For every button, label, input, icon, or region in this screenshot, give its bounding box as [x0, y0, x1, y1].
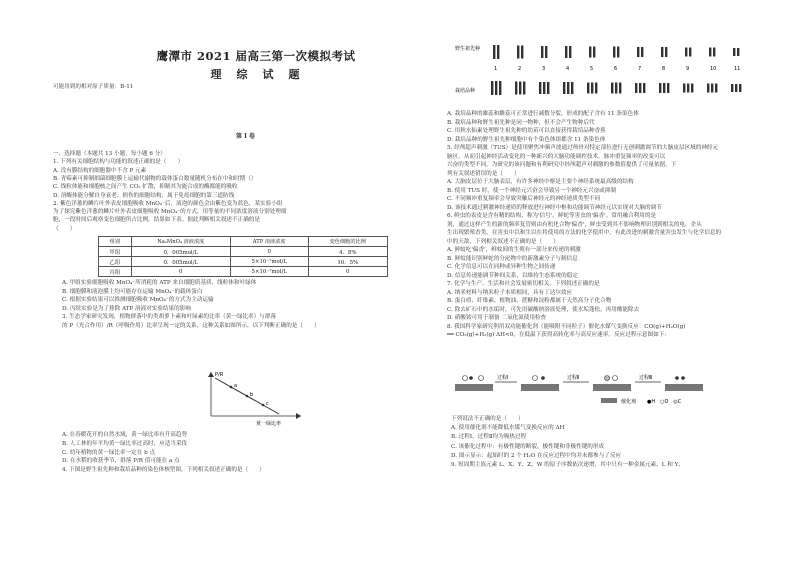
catalyst-bar: [455, 384, 493, 391]
cultivated-chromosome: [683, 84, 685, 93]
cultivated-chromosome: [543, 82, 545, 94]
question-line: B. 青霉素可抑制细菌细胞膜上运输代谢物的载体蛋白数量随机分布在中和时期（）: [53, 175, 257, 182]
hydrogen-atom: [541, 376, 545, 380]
cultivated-chromosome: [567, 82, 569, 94]
arrow-up-icon: [208, 372, 214, 377]
cultivated-chromosome: [643, 83, 645, 93]
chromosome-number: 4: [566, 66, 570, 72]
table-header-cell: Na₂MnO₄ 溶液浓度: [131, 237, 230, 247]
cultivated-chromosome: [515, 82, 517, 95]
graph-point: [230, 386, 233, 389]
chromosome-number: 3: [542, 66, 546, 72]
graph-point: [246, 395, 249, 398]
graph-point: [262, 404, 265, 407]
process-label: 过程Ⅱ: [567, 375, 580, 381]
process-label: 过程Ⅰ: [497, 375, 509, 381]
question-line: 5. 经颅超声刺激（TUS）是使用聚焦冲频声波通过颅骨对特定部位进行无创刺激调节的大脑皮层区域的神经元: [447, 145, 719, 151]
question-line: （ ）: [53, 225, 76, 232]
question-line: 2. 紫色洋葱的鳞片叶外表皮细胞吸收 MnO₄⁻后，液泡的颜色会由紫色变为蓝色，某实验小组: [53, 200, 283, 207]
cultivated-chromosome: [715, 84, 717, 93]
question-line: C. 除去矿石中的水垢时，可先用碳酸钠溶液处理，使水垢蓬松，再用酸能除去: [447, 306, 640, 313]
question-line: 兴奋的类型不同，为研究的该问题和有利研究中经颅超声对刺激的参数值提供了可量依据。下: [447, 162, 677, 168]
karyotype-figure: [455, 36, 775, 106]
cultivated-chromosome: [735, 84, 737, 92]
question-line: B. 使用 TUS 时，使一个神经元兴奋会导致另一个神经元兴奋或抑制: [447, 187, 616, 194]
catalyst-bar: [521, 384, 559, 391]
question-line: 6. 鲜虫的表皮是含有精的结构，称为'信号'。鲜蛇等害虫的'偏香'。常用融合利用的是: [447, 213, 657, 219]
question-line: D. 图示显示：起始时的 2 个 H₂O 在反应过程中均并未都参与了反应: [451, 452, 622, 459]
graph-point-label: a: [234, 383, 238, 389]
wild-chromosome: [521, 46, 523, 59]
question-line: D. 硝酸铵可用于制备 二氧化氮使用检查: [447, 315, 547, 321]
atom-legend-label: ●H ○O ◎C: [647, 399, 682, 405]
oxygen-atom: [479, 376, 484, 381]
question-line: 8. 我国科学家研究利用双功能催化剂（能吸附不同粒子）催化水煤气变换反应：CO(g)+H₂O(g): [447, 323, 686, 330]
question-line: 剂，通过这样产生的新的频率复管则由有机化合物'偏香'，鲜虫受到其不影响物理识别到相关的电，企从: [447, 221, 702, 228]
oxygen-atom: [613, 376, 618, 381]
cultivated-chromosome: [523, 82, 525, 95]
arrow-right-icon: [296, 413, 301, 419]
table-cell: 5×10⁻⁷mol/L: [230, 267, 308, 277]
wild-chromosome: [589, 47, 591, 58]
chromosome-number: 5: [590, 66, 594, 72]
question-line: C. 化学信息可以在同种或异种生物之间传递: [447, 264, 556, 270]
wild-chromosome: [641, 47, 643, 57]
hydrogen-atom: [681, 376, 685, 380]
wild-chromosome: [493, 45, 495, 59]
graph-x-label: 黄一绿比率: [256, 421, 282, 427]
cultivated-chromosome: [519, 82, 521, 95]
question-line: A. 纳米材料与纳米粒子本质相同，具有丁达尔效应: [447, 289, 573, 296]
question-line: B. 人工林的年平均黄一绿比率过高时，应适当采伐: [62, 440, 188, 447]
cultivated-chromosome: [619, 83, 621, 94]
graph-point-label: c: [266, 401, 269, 407]
result-table: [98, 236, 388, 277]
chromosome-number: 10: [710, 66, 717, 72]
cultivated-label: 栽培品种: [455, 88, 476, 94]
wild-chromosome: [565, 46, 567, 58]
wild-chromosome: [737, 48, 739, 56]
question-line: A. 大脑皮层位于大脑表层，有许多神经中枢是主要个神经系统最高级的结构: [447, 179, 634, 185]
question-line: D. 信息传递能调节种间关系，以维持生态系统的稳定: [447, 272, 578, 279]
graph-point-label: b: [250, 392, 254, 398]
wild-chromosome: [545, 46, 547, 58]
cultivated-chromosome: [547, 82, 549, 94]
cultivated-chromosome: [491, 81, 493, 95]
table-cell: 0: [308, 267, 388, 277]
cultivated-chromosome: [587, 83, 589, 94]
question-line: B. 细胞膜和液泡膜上均可能存在运输 MnO₄⁻的载体蛋白: [62, 288, 203, 295]
section-heading: 第 I 卷: [236, 133, 255, 140]
question-line: D. 溶酶体能分解自身衰老、损伤的细胞结构，属于免疫细胞的第三道防线: [53, 192, 235, 199]
table-header-row: [99, 237, 388, 247]
wild-chromosome: [593, 47, 595, 58]
table-cell: 10．5%: [308, 257, 388, 267]
table-cell: 0．005mol/L: [131, 257, 230, 267]
chromosome-number: 8: [662, 66, 666, 72]
question-line: 列有关叙述错误的是（ ）: [447, 170, 520, 177]
question-line: 中的天敌，下列相关叙述不正确的是（ ）: [447, 238, 559, 245]
question-line: 生出现繁殖香类，在害虫中以和生以在将使用的方法的化学使用中，有此改进的刺激含量害虫发生与化学信息的: [447, 230, 722, 236]
cultivated-chromosome: [615, 83, 617, 94]
catalyst-bar: [665, 384, 703, 391]
chromosome-number: 7: [638, 66, 642, 72]
cultivated-chromosome: [667, 83, 669, 93]
wild-chromosome: [661, 47, 663, 57]
question-line: ══ CO₂(g)+H₂(g) ΔH<0，在低温下获得高转化率与高反应速率。反应过程示意图如下：: [447, 332, 670, 338]
cultivated-chromosome: [595, 83, 597, 94]
table-row: [99, 257, 388, 267]
question-line: C. 线粒体能和细胞核之间产生 CO₂ 扩散，抑制其为能合成的酶都能的吸收: [53, 184, 238, 191]
wild-ancestor-label: 野生祖先种: [455, 46, 481, 52]
table-header-cell: 组别: [99, 237, 132, 247]
process-label: 过程Ⅲ: [639, 375, 653, 381]
wild-chromosome: [517, 46, 519, 59]
wild-chromosome: [617, 47, 619, 58]
table-row: [99, 267, 388, 277]
cultivated-chromosome: [539, 82, 541, 94]
table-cell: 丙组: [99, 267, 132, 277]
hydrogen-atom: [675, 376, 679, 380]
cultivated-chromosome: [591, 83, 593, 94]
reaction-diagram: [451, 362, 751, 412]
catalyst-bar: [593, 384, 631, 391]
hydrogen-atom: [469, 376, 473, 380]
question-line: 1. 下列有关细胞结构与功能的叙述正确的是（ ）: [53, 159, 184, 166]
table-cell: 0．005mol/L: [131, 247, 230, 257]
wild-chromosome: [733, 48, 735, 56]
table-row: [99, 247, 388, 257]
question-line: 的 P（光合作用）/R（呼吸作用）比率呈现一定的关系，这种关系如图所示，以下判断正确的是（ ）: [62, 323, 320, 329]
wild-chromosome: [497, 45, 499, 59]
question-line: 7. 化学与生产、生活和社会发展密切相关，下列叙述正确的是: [447, 281, 600, 287]
question-line: C. 不同频冲重复频率会导致突触后神经元的神经递质类型不同: [447, 196, 601, 202]
question-line: 为了探究紫色洋葱的鳞片叶外表皮细胞吸收 MnO₄⁻的方式，用等量的不同浓度溶液分别处理细: [53, 209, 287, 216]
cultivated-chromosome: [563, 82, 565, 94]
question-line: C. 该催化过程中：有极性键的断裂，极性键和非极性键的形成: [451, 443, 605, 450]
question-line: D. 栽培品种的野生祖先种细胞中有个染色体组都含 11 条染色体: [447, 136, 606, 143]
exam-title: 鹰潭市 2021 届高三第一次模拟考试: [156, 49, 356, 63]
question-line: A. 没有膜结构的细胞器中不含 P 元素: [53, 167, 147, 174]
cultivated-chromosome: [611, 83, 613, 94]
wild-chromosome: [709, 48, 711, 57]
cultivated-chromosome: [499, 81, 501, 95]
question-line: 4. 下图是野生祖先种和栽培品种的染色体核型图，下列相关叙述正确的是（ ）: [62, 467, 265, 474]
cultivated-chromosome: [639, 83, 641, 93]
catalyst-legend-swatch: [601, 398, 617, 403]
wild-chromosome: [665, 47, 667, 57]
wild-chromosome: [569, 46, 571, 58]
cultivated-chromosome: [687, 84, 689, 93]
question-line: A. 鲜蚊吃'偏香'，鲜蚊间的生殖有一部分来传递的刺激: [447, 247, 581, 253]
cultivated-chromosome: [659, 83, 661, 93]
wild-chromosome: [713, 48, 715, 57]
cultivated-chromosome: [663, 83, 665, 93]
table-header-cell: 变色细胞的比例: [308, 237, 388, 247]
atomic-mass-note: 可能用到的相对原子质量：B-11: [53, 84, 134, 90]
table-header-cell: ATP 溶液浓度: [230, 237, 308, 247]
question-line: A. 在春暖花开的自然水域，黄一绿比率有升高趋势: [62, 432, 188, 438]
question-line: B. 蛋白质、纤维素、植物油、蔗糖和淀粉都属于天然高分子化合物: [447, 298, 612, 304]
cultivated-chromosome: [691, 84, 693, 93]
chromosome-numbers: [494, 66, 740, 72]
chromosome-number: 6: [614, 66, 618, 72]
graph-y-label: P/R: [215, 372, 224, 378]
question-line: B. 栽培品种和野生祖先种是同一物种，但不会产生物种后代: [447, 119, 595, 126]
wild-chromosome: [541, 46, 543, 58]
question-line: 3. 生态学家研究发现，植物群落中的类胡萝卜素和叶绿素的比率（黄一绿比率）与群落: [62, 314, 277, 321]
question-line: D. 丙组实验是为了排除 ATP 溶液对实验结果的影响: [62, 305, 191, 312]
question-line: C. 用秋水仙素处理野生祖先种的幼苗可以直接获得栽培品种香蕉: [447, 128, 606, 134]
question-line: D. 在水稻的收获季节，群落 P/R 值可能在 a 点: [62, 458, 180, 465]
question-line: C. 根据实验结果可以推测细胞吸收 MnO₄⁻的方式为主动运输: [62, 297, 214, 304]
chromosome-number: 11: [734, 66, 741, 72]
question-line: B. 鲜蚊能识别鲜蛇的分泌物中的新激素分子与制信息: [447, 255, 578, 262]
cultivated-chromosome: [635, 83, 637, 93]
question-line: 一、选择题（本题共 13 小题，每小题 6 分）: [53, 151, 166, 157]
oxygen-atom: [463, 376, 468, 381]
question-line: D. 该技术通过刺激神经递质的释放进行神经中枢和功能调节神经元以实现对大脑的调节: [447, 204, 662, 211]
question-line: A. 甲组实验细胞吸收 MnO₄⁻所消耗的 ATP 来自细胞质基质、线粒体和叶绿体: [62, 280, 257, 286]
table-cell: 0: [230, 247, 308, 257]
question-line: B. 过程Ⅰ、过程Ⅱ均为吸热过程: [451, 434, 527, 441]
question-line: C. 幼年植物的黄一绿比率一定在 b 点: [62, 449, 156, 456]
question-line: 9. 短周期主族元素 L、X、Y、Z、W 的原子序数依次递增，其中只有一种金属元素，L 和 Y、: [451, 462, 684, 468]
table-cell: 5×10⁻⁷mol/L: [230, 257, 308, 267]
wild-chromosome: [689, 48, 691, 57]
chromosome-number: 1: [494, 66, 498, 72]
chromosome-number: 9: [686, 66, 690, 72]
wild-chromosome: [685, 48, 687, 57]
wild-chromosome: [637, 47, 639, 57]
wild-chromosome: [613, 47, 615, 58]
table-cell: 甲组: [99, 247, 132, 257]
question-line: 脑区，从而引起神经活动变化的一种新兴的大脑功能调控技术。脉冲重复频率的改变可以: [447, 153, 666, 160]
table-cell: 4．8%: [308, 247, 388, 257]
table-cell: 乙组: [99, 257, 132, 267]
cultivated-chromosome: [739, 84, 741, 92]
cultivated-chromosome: [711, 84, 713, 93]
question-line: A. 使用催化剂不能降低水煤气变换反应的 ΔH: [451, 425, 565, 432]
exam-subtitle: 理 综 试 题: [210, 68, 302, 81]
question-line: A. 栽培品种的雄蕊和雌蕊可正常进行减数分裂，形成的配子含有 11 条染色体: [447, 111, 639, 117]
question-line: 下列说法不正确的是（ ）: [451, 416, 524, 422]
chromosome-number: 2: [518, 66, 522, 72]
carbon-atom: [605, 376, 610, 381]
cultivated-chromosome: [707, 84, 709, 93]
cultivated-chromosome: [731, 84, 733, 92]
pr-ratio-graph: [201, 368, 311, 428]
question-line: 胞，一段时间后观察变色细胞所占比例，结果如下表。据此判断相关叙述不正确的是: [53, 217, 260, 224]
cultivated-chromosome: [495, 81, 497, 95]
catalyst-legend-label: 催化剂: [621, 399, 637, 405]
table-cell: 0: [131, 267, 230, 277]
oxygen-atom: [533, 376, 538, 381]
cultivated-chromosome: [571, 82, 573, 94]
